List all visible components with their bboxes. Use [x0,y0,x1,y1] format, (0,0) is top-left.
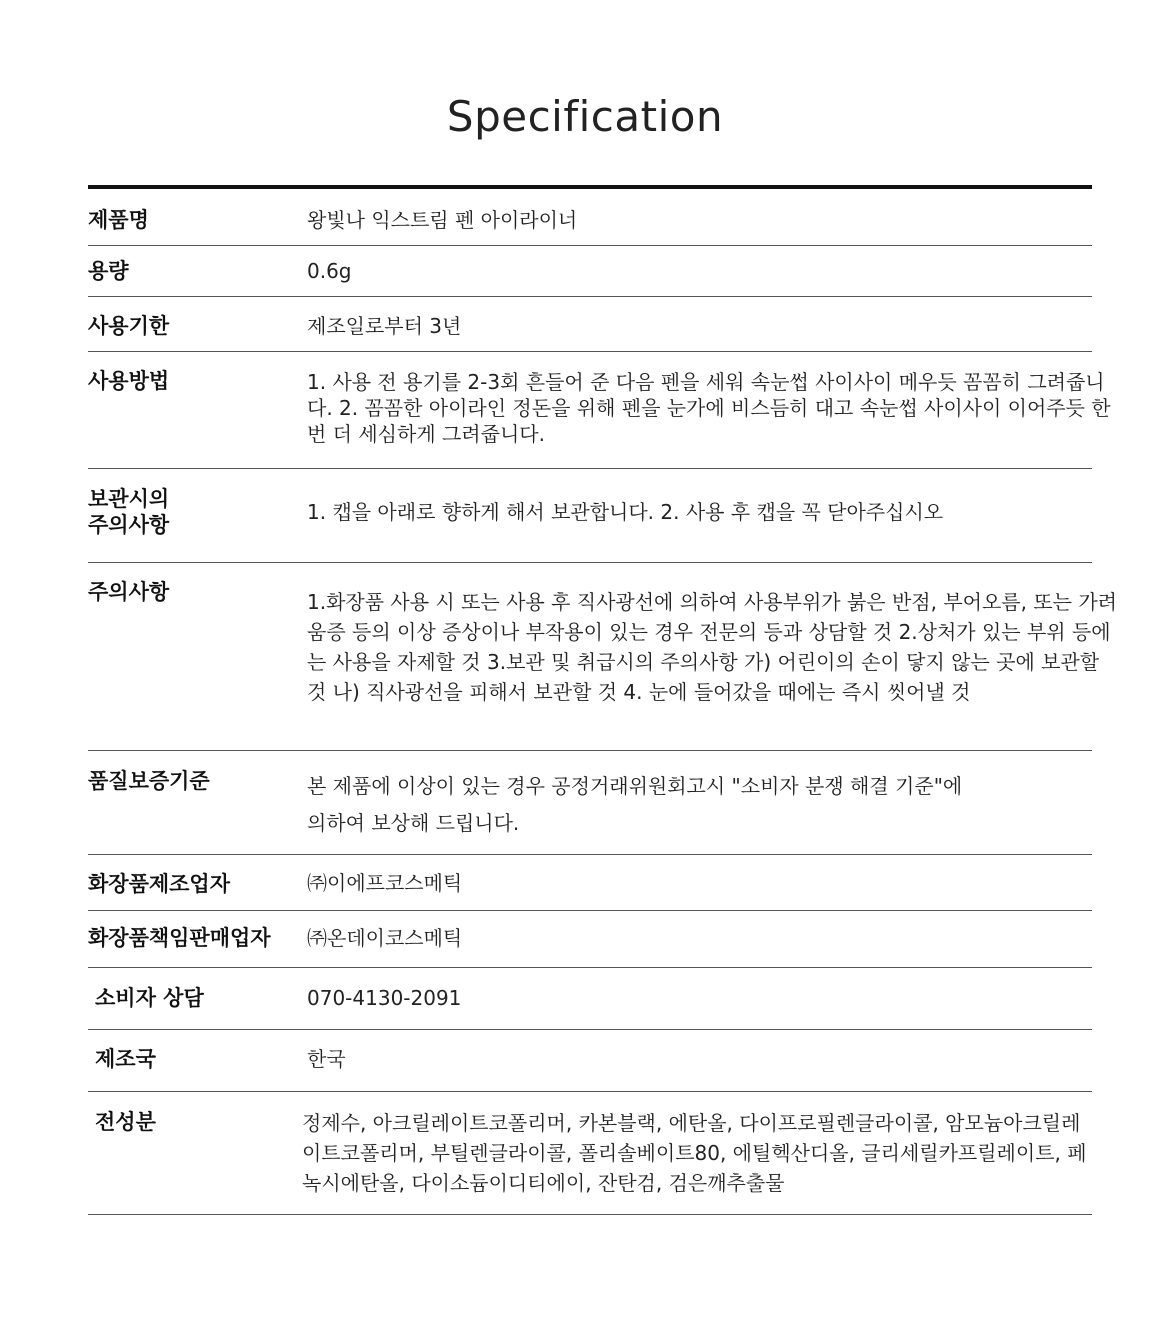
spec-row-country [88,1029,1092,1092]
spec-value: 070-4130-2091 [307,986,462,1010]
spec-row-product-name [88,189,1092,246]
spec-label: 보관시의 주의사항 [88,487,170,537]
spec-row-quality [88,750,1092,855]
spec-label: 주의사항 [88,580,170,604]
spec-value: 본 제품에 이상이 있는 경우 공정거래위원회고시 "소비자 분쟁 해결 기준"에 의하여 보상해 드립니다. [307,774,963,835]
spec-value: 제조일로부터 3년 [307,314,462,338]
spec-label: 소비자 상담 [95,986,204,1010]
spec-row-caution [88,562,1117,751]
spec-value: 정제수, 아크릴레이트코폴리머, 카본블랙, 에탄올, 다이프로필렌글라이콜, 암모늄아크릴레이트코폴리머, 부틸렌글라이콜, 폴리솔베이트80, 에틸헥산디올, 글리세릴카프릴레이트, 페녹시에탄올, 다이소듐이디티에이, 잔탄검, 검은깨추출물 [302,1111,1087,1195]
spec-row-expiry [88,296,1092,352]
spec-row-consumer-service [88,967,1092,1030]
spec-row-seller [88,910,1092,968]
spec-label: 제조국 [95,1047,156,1071]
spec-row-manufacturer [88,854,1092,911]
spec-value: 한국 [307,1047,346,1071]
spec-value: 1. 캡을 아래로 향하게 해서 보관합니다. 2. 사용 후 캡을 꼭 닫아주십시오 [307,500,944,524]
spec-value: 0.6g [307,259,352,283]
spec-label: 사용기한 [88,314,170,338]
spec-row-ingredients [88,1091,1092,1215]
spec-value: ㈜온데이코스메틱 [307,926,463,950]
spec-value: ㈜이에프코스메틱 [307,871,463,895]
page-title: Specification [446,92,724,141]
spec-label: 사용방법 [88,369,170,393]
spec-value: 1. 사용 전 용기를 2-3회 흔들어 준 다음 펜을 세워 속눈썹 사이사이 메우듯 꼼꼼히 그려줍니다. 2. 꼼꼼한 아이라인 정돈을 위해 펜을 눈가에 비스듬히 대고 속눈썹 사이사이 이어주듯 한 번 더 세심하게 그려줍니다. [307,370,1111,446]
spec-value: 1.화장품 사용 시 또는 사용 후 직사광선에 의하여 사용부위가 붉은 반점, 부어오름, 또는 가려움증 등의 이상 증상이나 부작용이 있는 경우 전문의 등과 상담할 것 2.상처가 있는 부위 등에는 사용을 자제할 것 3.보관 및 취급시의 주의사항 가) 어린이의 손이 닿지 않는 곳에 보관할 것 나) 직사광선을 피해서 보관할 것 4. 눈에 들어갔을 때에는 즉시 씻어낼 것 [307,590,1117,704]
spec-row-storage [88,468,1092,563]
spec-label: 전성분 [95,1110,156,1134]
spec-value: 왕빛나 익스트림 펜 아이라이너 [307,208,578,232]
spec-label: 품질보증기준 [88,769,210,793]
spec-row-usage [88,351,1111,469]
spec-label: 화장품책임판매업자 [88,926,271,950]
spec-row-capacity [88,245,1092,297]
spec-label: 제품명 [88,208,149,232]
spec-label: 용량 [88,259,129,283]
spec-label: 화장품제조업자 [88,872,231,896]
